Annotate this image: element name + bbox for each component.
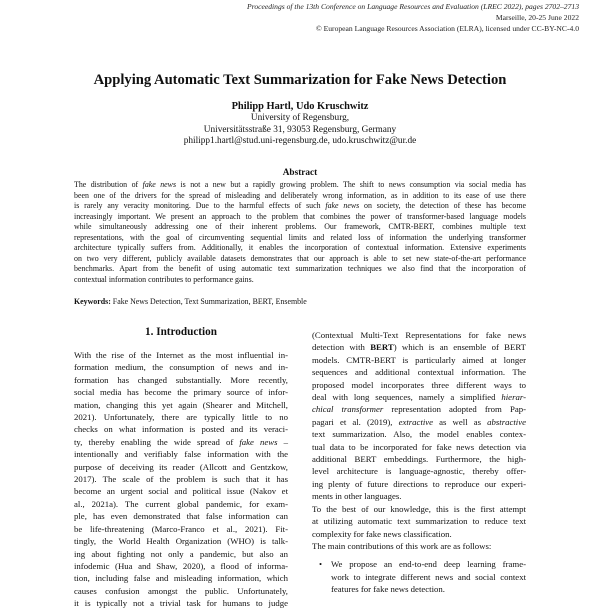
intro-left-line [74, 585, 288, 597]
introduction-right-column [312, 329, 526, 596]
intro-left-text: social media has become the primary source of infor- [74, 387, 288, 398]
introduction-left-column [74, 349, 288, 610]
keywords-label: Keywords: [74, 297, 111, 306]
intro-right-text: additional BERT embeddings. Furthermore, the high- [312, 454, 526, 465]
intro-right-text: extractive [398, 416, 434, 427]
intro-left-text: intentionally and verifiably false information with the [74, 449, 288, 460]
intro-right-line [312, 341, 526, 353]
intro-right-text: pagari et al. (2019), [312, 416, 399, 427]
intro-right-line [312, 478, 526, 490]
abstract-text: contextual information contributes to performance gains. [74, 274, 254, 284]
keywords-text: Fake News Detection, Text Summarization, BERT, Ensemble [110, 297, 307, 306]
bullet-marker: • [319, 559, 323, 570]
intro-left-line [74, 386, 288, 398]
intro-left-line [74, 548, 288, 560]
intro-right-line [312, 428, 526, 440]
intro-left-line [74, 485, 288, 497]
bullet-line [331, 583, 526, 595]
keywords [74, 296, 526, 307]
intro-left-text: ing about fighting not only a pandemic, but also an [74, 548, 288, 559]
intro-left-text: ty, thereby enabling the wide spread of [74, 436, 240, 447]
intro-right-text: chical transformer [312, 404, 384, 415]
intro-left-text: be life-threatening (Marco-Franco et al., 2021). Fit- [74, 523, 288, 534]
section-heading-introduction: 1. Introduction [145, 326, 217, 338]
intro-right-text: ) which is an ensemble of BERT [393, 342, 526, 353]
abstract-body [74, 180, 526, 285]
intro-right-line [312, 465, 526, 477]
intro-left-text: it is typically not a trivial task for humans to judge [74, 598, 288, 609]
intro-left-text: tion, including false and misleading information, which [74, 573, 288, 584]
affiliation-emails: philipp1.hartl@stud.uni-regensburg.de, udo.kruschwitz@ur.de [183, 136, 417, 146]
proceedings-header [109, 1, 579, 34]
paper-authors: Philipp Hartl, Udo Kruschwitz [231, 101, 369, 112]
intro-right-line [312, 528, 526, 540]
intro-right-text: The main contributions of this work are as follows: [312, 540, 492, 551]
intro-right-text: BERT [370, 342, 394, 353]
proceedings-line-2: Marseille, 20-25 June 2022 [495, 13, 579, 22]
intro-right-text: representation adopted from Pap- [383, 404, 526, 415]
intro-right-text: hierar- [501, 392, 526, 403]
intro-right-text: complexity for fake news classification. [312, 528, 452, 539]
intro-left-line [74, 560, 288, 572]
right-column-paragraphs [312, 329, 526, 552]
intro-left-text: al., 2021a). The current global pandemic, for exam- [74, 498, 288, 509]
intro-right-line [312, 366, 526, 378]
intro-right-line [312, 503, 526, 515]
abstract-text: benchmarks. Apart from the benefit of using automatic text summarization techniques we also find that the incorporation of [74, 264, 526, 273]
abstract-line [74, 191, 526, 202]
intro-right-line [312, 403, 526, 415]
intro-left-line [74, 572, 288, 584]
bullet-line [331, 571, 526, 583]
abstract-text: is not a new but a rapidly growing problem. The shift to news consumption via social media has [176, 180, 526, 189]
intro-right-text: ing plenty of future directions to reproduce our experi- [312, 478, 526, 489]
intro-right-line [312, 490, 526, 502]
author-affiliation [0, 113, 600, 148]
paper-title: Applying Automatic Text Summarization for Fake News Detection [93, 72, 507, 88]
bullet-line [331, 558, 526, 570]
proceedings-line-3: © European Language Resources Association (ELRA), licensed under CC-BY-NC-4.0 [315, 24, 579, 33]
intro-left-text: fake news [239, 436, 278, 447]
intro-left-line [74, 535, 288, 547]
intro-left-text: ple, has even demonstrated that false information can [74, 511, 288, 522]
intro-right-line [312, 416, 526, 428]
abstract-text: while simultaneously addressing one of their inherent problems. Our framework, CMTR-BERT, combines multiple text [74, 222, 526, 231]
abstract-line [74, 201, 526, 212]
intro-left-line [74, 349, 288, 361]
intro-left-text: 2021). Unfortunately, there are typically little to no [74, 412, 288, 423]
intro-right-text: at utilizing automatic text summarization to reduce text [312, 516, 526, 527]
abstract-text: representations, with the goal of circumventing sequential limits and related loss of information the underlying transformer [74, 232, 526, 242]
intro-right-text: detection with [312, 342, 371, 353]
intro-left-text: checks on what information is posted and its veraci- [74, 424, 288, 435]
intro-left-line [74, 448, 288, 460]
intro-right-line [312, 515, 526, 527]
abstract-line [74, 233, 526, 244]
intro-right-line [312, 379, 526, 391]
intro-left-line [74, 423, 288, 435]
affiliation-university: University of Regensburg, [250, 113, 350, 123]
abstract-text: architecture typically suffers from. Additionally, it enables the incorporation of contextual information. Extensive experiments [74, 243, 526, 252]
abstract-line [74, 254, 526, 265]
intro-left-line [74, 473, 288, 485]
intro-left-text: formation medium, the consumption of news and in- [74, 362, 288, 373]
abstract-text: increasingly important. We present an approach to the problem that combines the power of transformer-based language models [74, 211, 526, 221]
intro-right-text: models. CMTR-BERT is particularly aimed at longer [312, 354, 526, 365]
intro-left-text: 2017). The scale of the problem is such that it has [74, 474, 288, 485]
intro-right-line [312, 391, 526, 403]
intro-left-text: tingly, the World Health Organization (WHO) is talk- [74, 536, 288, 547]
abstract-text: on society, the detection of these has become [359, 201, 526, 210]
intro-right-line [312, 441, 526, 453]
contribution-bullet [312, 558, 526, 595]
abstract-text: is rarely any veracity monitoring. Due to the harmful effects of such [74, 201, 326, 210]
abstract-line [74, 180, 526, 191]
intro-left-text: infodemic (Hua and Shaw, 2020), a flood of informa- [74, 560, 288, 571]
intro-left-text: mation, changing this yet again (Shearer and Mitchell, [74, 399, 288, 410]
bullet-text: features for fake news detection. [331, 584, 445, 595]
intro-left-line [74, 510, 288, 522]
abstract-heading: Abstract [282, 168, 318, 178]
abstract-line [74, 212, 526, 223]
intro-left-text: causes confusion amongst the public. Unfortunately, [74, 585, 288, 596]
intro-left-line [74, 374, 288, 386]
abstract-line [74, 275, 526, 286]
intro-left-line [74, 411, 288, 423]
intro-left-line [74, 399, 288, 411]
intro-right-text: proposed model incorporates three different ways to [312, 379, 526, 390]
proceedings-line-1: Proceedings of the 13th Conference on Language Resources and Evaluation (LREC 2022), pages 2702–2713 [247, 2, 579, 11]
intro-left-line [74, 523, 288, 535]
intro-right-line [312, 453, 526, 465]
abstract-text: fake news [325, 201, 360, 210]
abstract-text: The distribution of [74, 180, 143, 189]
intro-right-text: level architecture is language-agnostic, thereby offer- [312, 466, 526, 477]
bullet-text: We propose an end-to-end deep learning frame- [331, 559, 526, 570]
intro-right-line [312, 329, 526, 341]
intro-left-text: purpose of deceiving its reader (Allcott and Gentzkow, [74, 461, 288, 472]
abstract-text: fake news [142, 180, 177, 189]
abstract-line [74, 264, 526, 275]
intro-right-text: To the best of our knowledge, this is the first attempt [312, 503, 526, 514]
intro-left-line [74, 597, 288, 609]
abstract-text: on two very different, publicly available datasets demonstrates that our approach is able to set new state-of-the-art performance [74, 253, 526, 263]
intro-right-text: abstractive [487, 416, 526, 427]
bullet-text: work to integrate different news and social context [331, 571, 526, 582]
intro-right-text: sequences and additional contextual information. The [312, 367, 526, 378]
intro-left-text: become an urgent social and political issue (Nakov et [74, 486, 288, 497]
intro-left-line [74, 498, 288, 510]
intro-left-text: – [277, 436, 289, 447]
intro-left-line [74, 461, 288, 473]
intro-right-text: tual data to be incorporated for fake news detection via [312, 441, 526, 452]
intro-right-text: as well as [433, 416, 488, 427]
intro-right-text: (Contextual Multi-Text Representations for fake news [312, 330, 526, 340]
affiliation-address: Universitätsstraße 31, 93053 Regensburg, Germany [203, 124, 397, 135]
intro-left-text: With the rise of the Internet as the most influential in- [74, 350, 288, 360]
intro-left-line [74, 436, 288, 448]
intro-right-text: ments in other languages. [312, 491, 402, 502]
abstract-text: been one of the drivers for the spread of misleading and deliberately wrong information, as in addition to its ease of use there [74, 190, 526, 200]
intro-left-text: formation has changed substantially. More recently, [74, 374, 288, 385]
intro-right-text: deal with long sequences, namely a simplified [312, 392, 502, 403]
abstract-line [74, 222, 526, 233]
intro-right-line [312, 540, 526, 552]
intro-right-line [312, 354, 526, 366]
abstract-line [74, 243, 526, 254]
intro-right-text: text summarization. Also, the model enables contex- [312, 429, 526, 440]
intro-left-line [74, 361, 288, 373]
